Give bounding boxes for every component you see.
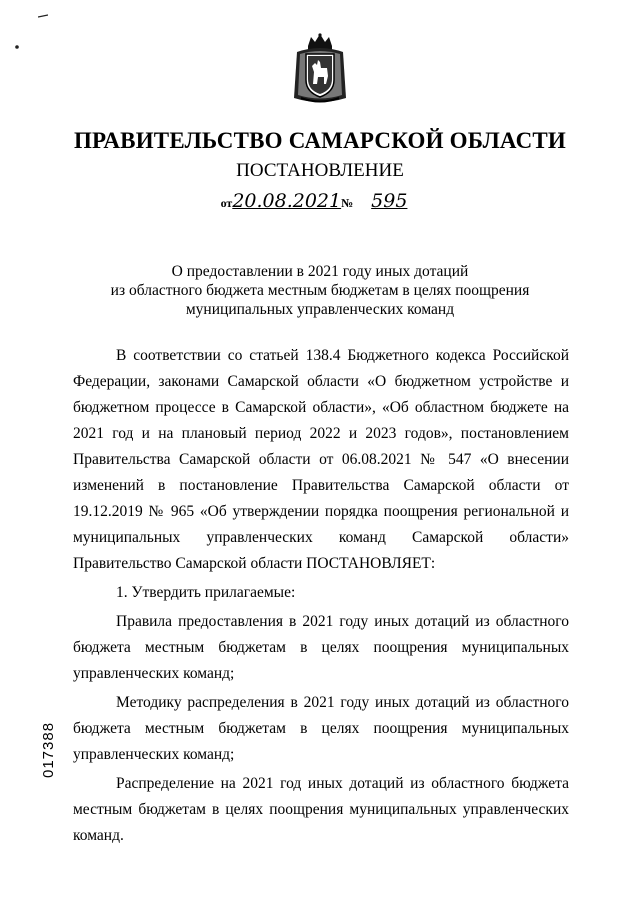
resolution-item-1: 1. Утвердить прилагаемые: <box>116 584 296 601</box>
subject-line: муниципальных управленческих команд <box>185 301 455 318</box>
document-number: 595 <box>371 190 408 212</box>
number-prefix: № <box>341 196 354 210</box>
date-prefix: от <box>220 196 233 210</box>
samara-coat-of-arms-icon <box>291 32 349 106</box>
approved-methodology: Методику распределения в 2021 году иных дотаций из областного бюджета местным бюджетам в целях поощрения муниципальных управленческих команд; <box>73 694 569 763</box>
document-date: 20.08.2021 <box>232 190 342 212</box>
registration-number: 017388 <box>40 721 57 778</box>
preamble-paragraph: В соответствии со статьей 138.4 Бюджетного кодекса Российской Федерации, законами Самарской области «О бюджетном устройстве и бюджетном процессе в Самарской области», «Об областном бюджете на 2021 год и на плановый период 2022 и 2023 годов», постановлением Правительства Самарской области от 06.08.2021 № 547 «О внесении изменений в постановление Правительства Самарской области от 19.12.2019 № 965 «Об утверждении порядка поощрения региональной и муниципальных управленческих команд Самарской области» Правительство Самарской области ПОСТАНОВЛЯЕТ: <box>73 347 569 572</box>
scan-mark <box>14 44 20 50</box>
document-body <box>73 343 569 849</box>
approved-distribution: Распределение на 2021 год иных дотаций из областного бюджета местным бюджетам в целях поощрения муниципальных управленческих команд. <box>73 775 569 844</box>
subject-line: О предоставлении в 2021 году иных дотаций <box>171 263 469 280</box>
approved-rules: Правила предоставления в 2021 году иных дотаций из областного бюджета местным бюджетам в целях поощрения муниципальных управленческих команд; <box>73 613 569 682</box>
document-type: ПОСТАНОВЛЕНИЕ <box>236 160 404 181</box>
date-number-line <box>0 190 640 212</box>
subject-line: из областного бюджета местным бюджетам в целях поощрения <box>110 282 530 299</box>
government-title: ПРАВИТЕЛЬСТВО САМАРСКОЙ ОБЛАСТИ <box>73 128 567 153</box>
scan-mark <box>38 14 48 18</box>
document-subject <box>80 262 560 319</box>
